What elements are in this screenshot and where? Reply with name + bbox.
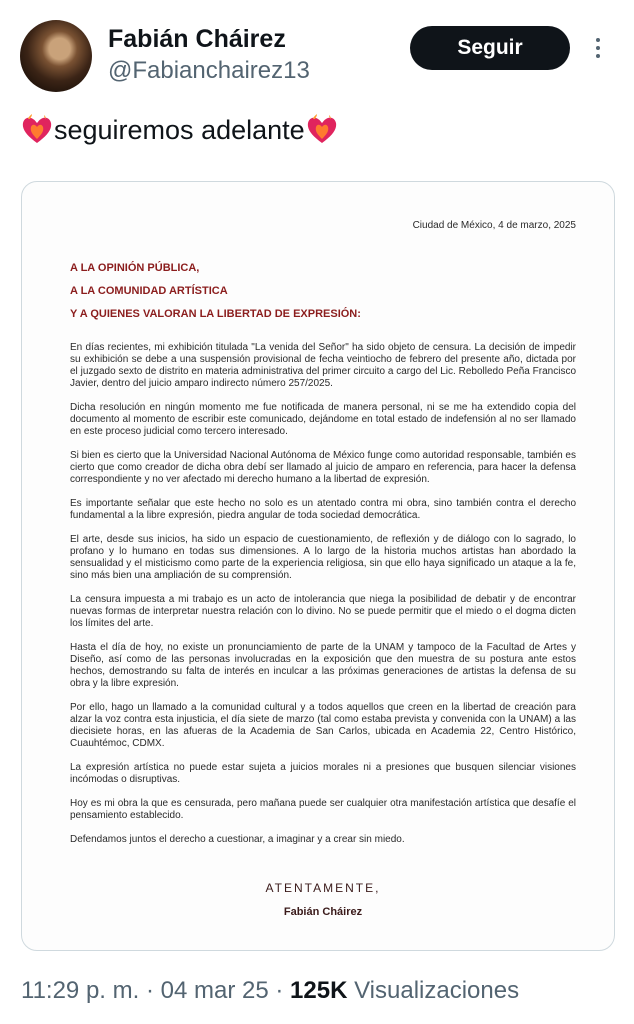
author-display-name[interactable]: Fabián Cháirez <box>108 25 286 53</box>
heart-on-fire-icon <box>20 113 54 145</box>
letter-signature: Fabián Cháirez <box>283 906 363 918</box>
separator: · <box>275 977 284 1004</box>
author-handle[interactable]: @Fabianchairez13 <box>108 57 310 84</box>
letter-paragraph: En días recientes, mi exhibición titulada "La venida del Señor" ha sido objeto de censura. La decisión de impedir su exhibición se debe a una suspensión provisional de fecha veintiocho de febrero del presente año, dictada por el juzgado sexto de distrito en materia administrativa del primer circuito a cargo del Lic. Rebolledo Peña Francisco Javier, dentro del juicio amparo indirecto número 257/2025. <box>70 342 576 389</box>
tweet-date[interactable]: 04 mar 25 <box>160 977 269 1004</box>
letter-paragraph: Si bien es cierto que la Universidad Nacional Autónoma de México funge como autoridad responsable, también es cierto que como creador de dicha obra debí ser llamado al juicio de amparo en referencia, para hacer la defensa correspondiente y no ver afectado mi derecho humano a la libertad de expresión. <box>70 450 576 485</box>
letter-paragraph: Por ello, hago un llamado a la comunidad cultural y a todos aquellos que creen en la libertad de creación para alzar la voz contra esta injusticia, el día siete de marzo (tal como estaba prevista y convenida con la UNAM) a las diecisiete horas, en las afueras de la Academia de San Carlos, ubicada en Academia 22, Centro Histórico, Cuauhtémoc, CDMX. <box>70 702 576 749</box>
recipient-line: A LA OPINIÓN PÚBLICA, <box>70 262 200 274</box>
tweet-text <box>20 110 614 150</box>
author-info <box>108 24 310 86</box>
letter-paragraph: Dicha resolución en ningún momento me fue notificada de manera personal, ni se me ha extendido copia del documento al momento de escribir este comunicado, dejándome en total estado de indefensión al no ser llamado en este proceso judicial como tercero interesado. <box>70 402 576 437</box>
letter-recipients <box>70 262 576 320</box>
letter-paragraph: Es importante señalar que este hecho no solo es un atentado contra mi obra, sino también contra el derecho fundamental a la libre expresión, piedra angular de toda sociedad democrática. <box>70 498 576 521</box>
tweet-metadata <box>21 974 621 1008</box>
letter-closing: ATENTAMENTE, <box>265 881 381 895</box>
letter-paragraph: Defendamos juntos el derecho a cuestionar, a imaginar y a crear sin miedo. <box>70 834 405 845</box>
recipient-line: Y A QUIENES VALORAN LA LIBERTAD DE EXPRESIÓN: <box>70 308 361 320</box>
letter-paragraph: La censura impuesta a mi trabajo es un acto de intolerancia que niega la posibilidad de debatir y de encontrar nuevas formas de interpretar nuestra relación con lo divino. No se puede permitir que el miedo o el dogma dicten los límites del arte. <box>70 594 576 629</box>
letter-paragraph: Hoy es mi obra la que es censurada, pero mañana puede ser cualquier otra manifestación artística que desafíe el pensamiento establecido. <box>70 798 576 821</box>
views-label: Visualizaciones <box>354 977 520 1004</box>
tweet-header <box>20 18 614 94</box>
letter-paragraph: El arte, desde sus inicios, ha sido un espacio de cuestionamiento, de reflexión y de diálogo con lo sagrado, lo profano y lo humano en todas sus dimensiones. A lo largo de la historia muchos artistas han abordado la sensualidad y el misticismo como parte de la experiencia religiosa, sin que ello haya significado un ataque a la fe, sino más bien una ampliación de su comprensión. <box>70 534 576 581</box>
attached-image[interactable] <box>21 181 615 951</box>
avatar[interactable] <box>20 20 92 92</box>
separator: · <box>145 977 154 1004</box>
letter-paragraph: Hasta el día de hoy, no existe un pronunciamiento de parte de la UNAM y tampoco de la Facultad de Artes y Diseño, así como de las personas involucradas en la exposición que den muestra de su postura ante estos hechos, demostrando su falta de interés en inculcar a las próximas generaciones de artistas la defensa de su obra y la libre expresión. <box>70 642 576 689</box>
views-count: 125K <box>290 977 348 1004</box>
letter-body <box>70 342 576 846</box>
tweet-body: seguiremos adelante <box>54 115 305 145</box>
more-vertical-icon[interactable] <box>594 38 602 62</box>
letter-document <box>70 220 576 918</box>
tweet-time[interactable]: 11:29 p. m. <box>21 977 140 1004</box>
follow-button[interactable]: Seguir <box>410 26 570 70</box>
letter-date: Ciudad de México, 4 de marzo, 2025 <box>412 220 576 231</box>
recipient-line: A LA COMUNIDAD ARTÍSTICA <box>70 285 228 297</box>
letter-paragraph: La expresión artística no puede estar sujeta a juicios morales ni a presiones que busquen silenciar visiones incómodas o disruptivas. <box>70 762 576 785</box>
heart-on-fire-icon <box>305 113 339 145</box>
